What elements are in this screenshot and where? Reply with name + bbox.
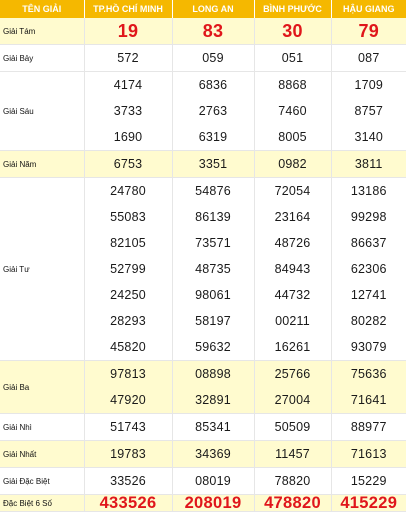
prize-label: Giải Nhất xyxy=(0,441,84,468)
winning-number: 12741 xyxy=(332,282,406,308)
winning-number: 051 xyxy=(255,45,331,71)
result-cell-long-an xyxy=(172,441,254,468)
prize-label: Giải Tám xyxy=(0,18,84,45)
winning-number: 19783 xyxy=(85,441,172,467)
winning-number: 15229 xyxy=(332,468,406,494)
result-cell-hcm xyxy=(84,18,172,45)
row-giai-bay xyxy=(0,45,406,72)
winning-number: 0982 xyxy=(255,151,331,177)
winning-number: 24250 xyxy=(85,282,172,308)
result-cell-long-an xyxy=(172,414,254,441)
result-cell-binh-phuoc xyxy=(254,151,331,178)
result-cell-binh-phuoc xyxy=(254,468,331,495)
winning-number: 11457 xyxy=(255,441,331,467)
winning-number: 4174 xyxy=(85,72,172,98)
winning-number: 79 xyxy=(332,18,406,44)
winning-number: 55083 xyxy=(85,204,172,230)
winning-number: 208019 xyxy=(173,495,254,511)
result-cell-hau-giang xyxy=(331,468,406,495)
result-cell-hcm xyxy=(84,361,172,414)
result-cell-hcm xyxy=(84,495,172,512)
result-cell-binh-phuoc xyxy=(254,441,331,468)
winning-number: 415229 xyxy=(332,495,406,511)
result-cell-hau-giang xyxy=(331,441,406,468)
winning-number: 82105 xyxy=(85,230,172,256)
header-province-hau-giang[interactable]: HẬU GIANG xyxy=(331,0,406,18)
result-cell-hau-giang xyxy=(331,361,406,414)
winning-number: 62306 xyxy=(332,256,406,282)
winning-number: 80282 xyxy=(332,308,406,334)
result-cell-hcm xyxy=(84,151,172,178)
result-cell-binh-phuoc xyxy=(254,361,331,414)
winning-number: 34369 xyxy=(173,441,254,467)
winning-number: 7460 xyxy=(255,98,331,124)
result-cell-long-an xyxy=(172,361,254,414)
winning-number: 44732 xyxy=(255,282,331,308)
prize-label: Đặc Biệt 6 Số xyxy=(0,495,84,512)
winning-number: 99298 xyxy=(332,204,406,230)
winning-number: 25766 xyxy=(255,361,331,387)
winning-number: 93079 xyxy=(332,334,406,360)
result-cell-binh-phuoc xyxy=(254,18,331,45)
row-giai-nam xyxy=(0,151,406,178)
header-province-long-an[interactable]: LONG AN xyxy=(172,0,254,18)
prize-label: Giải Bảy xyxy=(0,45,84,72)
winning-number: 72054 xyxy=(255,178,331,204)
result-cell-hau-giang xyxy=(331,18,406,45)
header-prize-name: TÊN GIẢI xyxy=(0,0,84,18)
prize-label: Giải Ba xyxy=(0,361,84,414)
winning-number: 86139 xyxy=(173,204,254,230)
result-cell-long-an xyxy=(172,151,254,178)
result-cell-long-an xyxy=(172,495,254,512)
winning-number: 58197 xyxy=(173,308,254,334)
winning-number: 1709 xyxy=(332,72,406,98)
winning-number: 23164 xyxy=(255,204,331,230)
winning-number: 27004 xyxy=(255,387,331,413)
winning-number: 75636 xyxy=(332,361,406,387)
result-cell-long-an xyxy=(172,468,254,495)
winning-number: 88977 xyxy=(332,414,406,440)
row-giai-tam xyxy=(0,18,406,45)
winning-number: 6319 xyxy=(173,124,254,150)
winning-number: 84943 xyxy=(255,256,331,282)
winning-number: 48735 xyxy=(173,256,254,282)
result-cell-hcm xyxy=(84,72,172,151)
winning-number: 478820 xyxy=(255,495,331,511)
result-cell-hau-giang xyxy=(331,178,406,361)
winning-number: 087 xyxy=(332,45,406,71)
result-cell-hcm xyxy=(84,414,172,441)
winning-number: 13186 xyxy=(332,178,406,204)
winning-number: 32891 xyxy=(173,387,254,413)
winning-number: 33526 xyxy=(85,468,172,494)
result-cell-hau-giang xyxy=(331,72,406,151)
result-cell-binh-phuoc xyxy=(254,72,331,151)
result-cell-hcm xyxy=(84,45,172,72)
winning-number: 45820 xyxy=(85,334,172,360)
result-cell-hcm xyxy=(84,468,172,495)
winning-number: 059 xyxy=(173,45,254,71)
prize-label: Giải Đặc Biệt xyxy=(0,468,84,495)
winning-number: 8757 xyxy=(332,98,406,124)
row-giai-ba xyxy=(0,361,406,414)
winning-number: 572 xyxy=(85,45,172,71)
winning-number: 71641 xyxy=(332,387,406,413)
winning-number: 16261 xyxy=(255,334,331,360)
winning-number: 51743 xyxy=(85,414,172,440)
winning-number: 08019 xyxy=(173,468,254,494)
result-cell-hau-giang xyxy=(331,45,406,72)
winning-number: 78820 xyxy=(255,468,331,494)
winning-number: 19 xyxy=(85,18,172,44)
winning-number: 97813 xyxy=(85,361,172,387)
winning-number: 6753 xyxy=(85,151,172,177)
winning-number: 1690 xyxy=(85,124,172,150)
winning-number: 6836 xyxy=(173,72,254,98)
winning-number: 54876 xyxy=(173,178,254,204)
row-giai-sau xyxy=(0,72,406,151)
result-cell-long-an xyxy=(172,45,254,72)
row-giai-dac-biet xyxy=(0,468,406,495)
winning-number: 28293 xyxy=(85,308,172,334)
winning-number: 50509 xyxy=(255,414,331,440)
winning-number: 85341 xyxy=(173,414,254,440)
winning-number: 8868 xyxy=(255,72,331,98)
result-cell-hau-giang xyxy=(331,495,406,512)
prize-label: Giải Năm xyxy=(0,151,84,178)
winning-number: 8005 xyxy=(255,124,331,150)
header-row xyxy=(0,0,406,18)
row-dac-biet-6-so xyxy=(0,495,406,512)
winning-number: 71613 xyxy=(332,441,406,467)
winning-number: 30 xyxy=(255,18,331,44)
result-cell-hau-giang xyxy=(331,151,406,178)
winning-number: 3351 xyxy=(173,151,254,177)
winning-number: 98061 xyxy=(173,282,254,308)
winning-number: 52799 xyxy=(85,256,172,282)
prize-label: Giải Tư xyxy=(0,178,84,361)
winning-number: 73571 xyxy=(173,230,254,256)
winning-number: 00211 xyxy=(255,308,331,334)
result-cell-long-an xyxy=(172,72,254,151)
winning-number: 24780 xyxy=(85,178,172,204)
result-cell-binh-phuoc xyxy=(254,178,331,361)
winning-number: 48726 xyxy=(255,230,331,256)
result-cell-binh-phuoc xyxy=(254,45,331,72)
header-province-binh-phuoc[interactable]: BÌNH PHƯỚC xyxy=(254,0,331,18)
prize-label: Giải Sáu xyxy=(0,72,84,151)
prize-label: Giải Nhì xyxy=(0,414,84,441)
winning-number: 433526 xyxy=(85,495,172,511)
result-cell-long-an xyxy=(172,18,254,45)
result-cell-hcm xyxy=(84,441,172,468)
winning-number: 3140 xyxy=(332,124,406,150)
winning-number: 2763 xyxy=(173,98,254,124)
result-cell-hau-giang xyxy=(331,414,406,441)
winning-number: 08898 xyxy=(173,361,254,387)
row-giai-tu xyxy=(0,178,406,361)
winning-number: 83 xyxy=(173,18,254,44)
result-cell-hcm xyxy=(84,178,172,361)
winning-number: 3733 xyxy=(85,98,172,124)
result-cell-binh-phuoc xyxy=(254,495,331,512)
winning-number: 86637 xyxy=(332,230,406,256)
row-giai-nhat xyxy=(0,441,406,468)
winning-number: 3811 xyxy=(332,151,406,177)
row-giai-nhi xyxy=(0,414,406,441)
winning-number: 59632 xyxy=(173,334,254,360)
header-province-hcm[interactable]: TP.HỒ CHÍ MINH xyxy=(84,0,172,18)
winning-number: 47920 xyxy=(85,387,172,413)
result-cell-binh-phuoc xyxy=(254,414,331,441)
result-cell-long-an xyxy=(172,178,254,361)
